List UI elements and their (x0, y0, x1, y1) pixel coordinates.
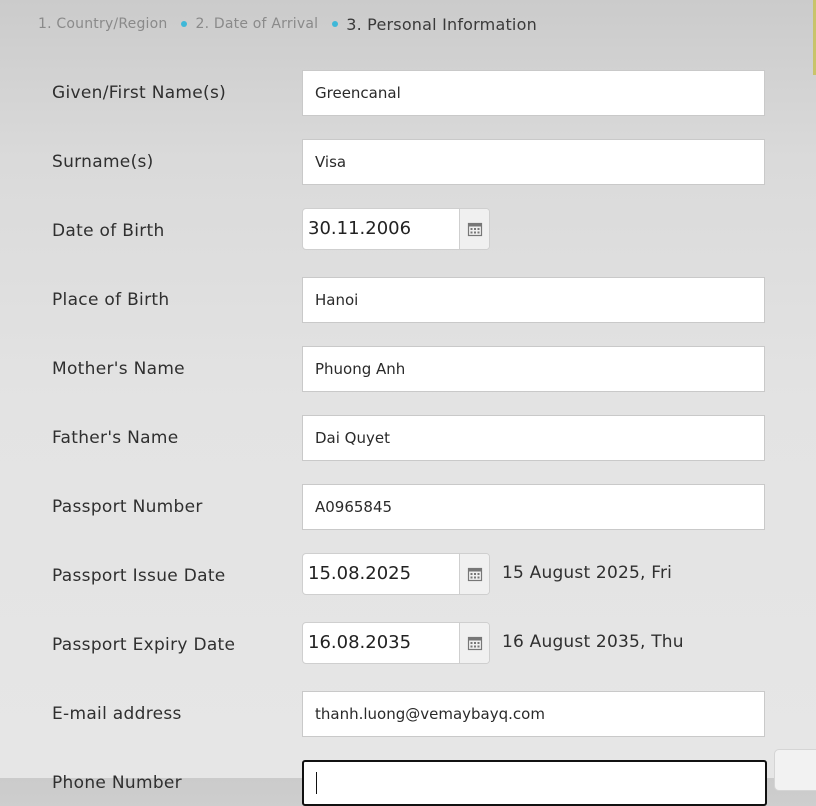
surname-label: Surname(s) (52, 152, 154, 172)
phone-input[interactable] (302, 760, 767, 806)
form-row-email (0, 691, 816, 737)
email-input[interactable]: thanh.luong@vemaybayq.com (302, 691, 765, 737)
step-separator-dot (181, 21, 187, 27)
form-row-place-of-birth (0, 277, 816, 323)
calendar-icon[interactable] (459, 554, 489, 594)
date-of-birth-input[interactable]: 30.11.2006 (308, 218, 412, 239)
form-row-date-of-birth (0, 208, 816, 254)
email-label: E-mail address (52, 704, 182, 724)
form-row-passport-issue-date (0, 553, 816, 599)
passport-issue-date-picker[interactable] (302, 553, 490, 595)
form-row-surname (0, 139, 816, 185)
passport-issue-date-display: 15 August 2025, Fri (502, 563, 673, 583)
passport-number-input[interactable]: A0965845 (302, 484, 765, 530)
passport-expiry-date-label: Passport Expiry Date (52, 635, 236, 655)
step-country-region[interactable]: 1. Country/Region (38, 16, 168, 32)
place-of-birth-input[interactable]: Hanoi (302, 277, 765, 323)
step-date-of-arrival[interactable]: 2. Date of Arrival (195, 16, 319, 32)
place-of-birth-label: Place of Birth (52, 290, 170, 310)
passport-number-label: Passport Number (52, 497, 203, 517)
passport-expiry-date-display: 16 August 2035, Thu (502, 632, 684, 652)
date-of-birth-picker[interactable] (302, 208, 490, 250)
progress-steps (38, 13, 537, 35)
text-caret (316, 772, 317, 794)
calendar-icon[interactable] (459, 209, 489, 249)
form-row-mothers-name (0, 346, 816, 392)
given-name-input[interactable]: Greencanal (302, 70, 765, 116)
mothers-name-label: Mother's Name (52, 359, 185, 379)
date-of-birth-label: Date of Birth (52, 221, 165, 241)
form-row-phone (0, 760, 816, 806)
step-separator-dot (332, 21, 338, 27)
surname-input[interactable]: Visa (302, 139, 765, 185)
form-row-passport-expiry-date (0, 622, 816, 668)
fathers-name-input[interactable]: Dai Quyet (302, 415, 765, 461)
side-widget-button[interactable] (774, 749, 816, 791)
form-row-fathers-name (0, 415, 816, 461)
passport-issue-date-input[interactable]: 15.08.2025 (308, 563, 412, 584)
form-row-given-name (0, 70, 816, 116)
passport-expiry-date-picker[interactable] (302, 622, 490, 664)
phone-label: Phone Number (52, 773, 182, 793)
mothers-name-input[interactable]: Phuong Anh (302, 346, 765, 392)
given-name-label: Given/First Name(s) (52, 83, 227, 103)
fathers-name-label: Father's Name (52, 428, 179, 448)
step-personal-information: 3. Personal Information (346, 14, 537, 34)
calendar-icon[interactable] (459, 623, 489, 663)
passport-issue-date-label: Passport Issue Date (52, 566, 226, 586)
passport-expiry-date-input[interactable]: 16.08.2035 (308, 632, 412, 653)
form-row-passport-number (0, 484, 816, 530)
